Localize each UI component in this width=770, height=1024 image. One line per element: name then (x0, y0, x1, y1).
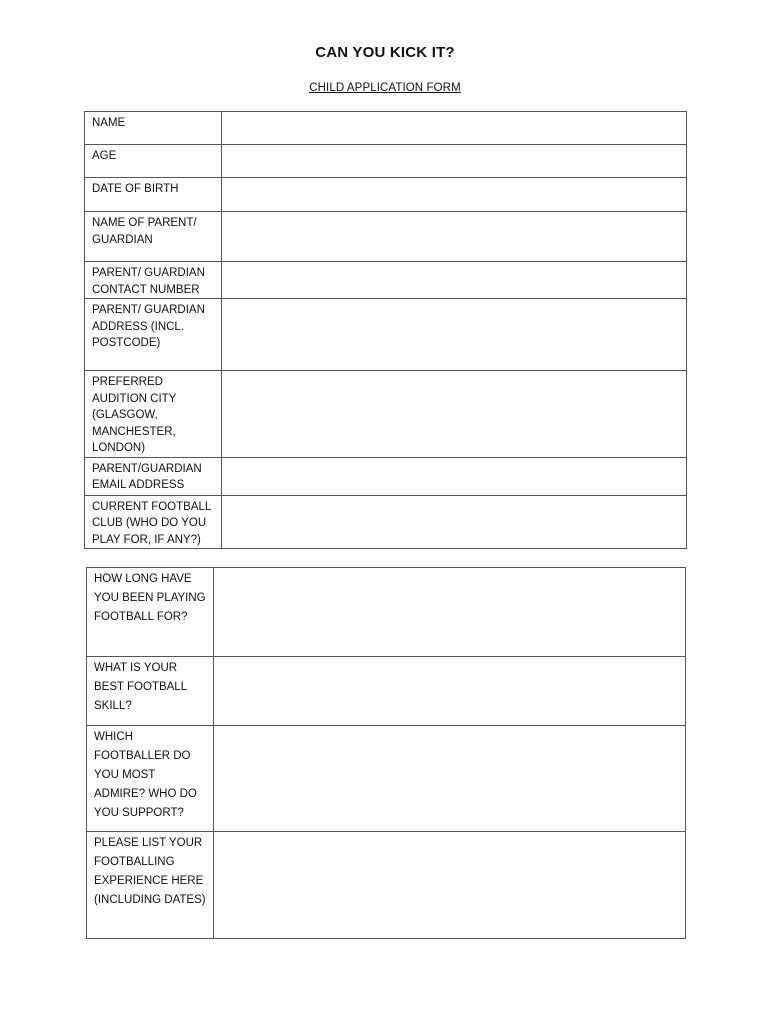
field-label-cell (85, 212, 222, 262)
table-row (87, 568, 686, 657)
field-label-email: PARENT/GUARDIAN EMAIL ADDRESS (92, 462, 202, 491)
question-label-experience: PLEASE LIST YOUR FOOTBALLING EXPERIENCE HERE (INCLUDING DATES) (94, 837, 206, 906)
field-label-cell (85, 178, 222, 212)
contact-number-field[interactable] (222, 262, 687, 299)
field-label-football-club: CURRENT FOOTBALL CLUB (WHO DO YOU PLAY FOR, IF ANY?) (92, 500, 211, 546)
table-row (87, 726, 686, 832)
table-row (85, 262, 687, 299)
table-row (85, 178, 687, 212)
field-label-cell (85, 495, 222, 549)
field-label-audition-city: PREFERRED AUDITION CITY (GLASGOW, MANCHESTER, LONDON) (92, 376, 177, 454)
name-field[interactable] (222, 112, 687, 145)
table-row (85, 212, 687, 262)
best-skill-field[interactable] (214, 657, 686, 726)
years-playing-field[interactable] (214, 568, 686, 657)
question-label-admired-footballer: WHICH FOOTBALLER DO YOU MOST ADMIRE? WHO DO YOU SUPPORT? (94, 731, 197, 819)
applicant-details-table (84, 111, 687, 549)
table-row (85, 299, 687, 371)
email-field[interactable] (222, 457, 687, 495)
date-of-birth-field[interactable] (222, 178, 687, 212)
address-field[interactable] (222, 299, 687, 371)
experience-field[interactable] (214, 832, 686, 939)
field-label-contact-number: PARENT/ GUARDIAN CONTACT NUMBER (92, 267, 205, 296)
field-label-cell (85, 371, 222, 458)
field-label-cell (85, 112, 222, 145)
field-label-cell (85, 145, 222, 178)
table-row (85, 457, 687, 495)
table-row (85, 495, 687, 549)
question-label-years-playing: HOW LONG HAVE YOU BEEN PLAYING FOOTBALL FOR? (94, 573, 206, 623)
admired-footballer-field[interactable] (214, 726, 686, 832)
field-label-cell (85, 262, 222, 299)
field-label-age: AGE (92, 150, 117, 162)
form-subtitle: CHILD APPLICATION FORM (309, 82, 461, 94)
question-label-cell (87, 657, 214, 726)
field-label-cell (85, 457, 222, 495)
table-row (85, 371, 687, 458)
form-title: CAN YOU KICK IT? (315, 44, 455, 61)
football-club-field[interactable] (222, 495, 687, 549)
field-label-address: PARENT/ GUARDIAN ADDRESS (INCL. POSTCODE) (92, 304, 205, 349)
field-label-name: NAME (92, 117, 126, 129)
audition-city-field[interactable] (222, 371, 687, 458)
field-label-cell (85, 299, 222, 371)
table-row (85, 112, 687, 145)
question-label-best-skill: WHAT IS YOUR BEST FOOTBALL SKILL? (94, 662, 187, 712)
question-label-cell (87, 726, 214, 832)
football-experience-table (86, 567, 686, 939)
age-field[interactable] (222, 145, 687, 178)
table-row (87, 657, 686, 726)
table-row (85, 145, 687, 178)
field-label-dob: DATE OF BIRTH (92, 183, 179, 195)
field-label-parent-name: NAME OF PARENT/ GUARDIAN (92, 217, 197, 246)
question-label-cell (87, 568, 214, 657)
question-label-cell (87, 832, 214, 939)
table-row (87, 832, 686, 939)
parent-name-field[interactable] (222, 212, 687, 262)
